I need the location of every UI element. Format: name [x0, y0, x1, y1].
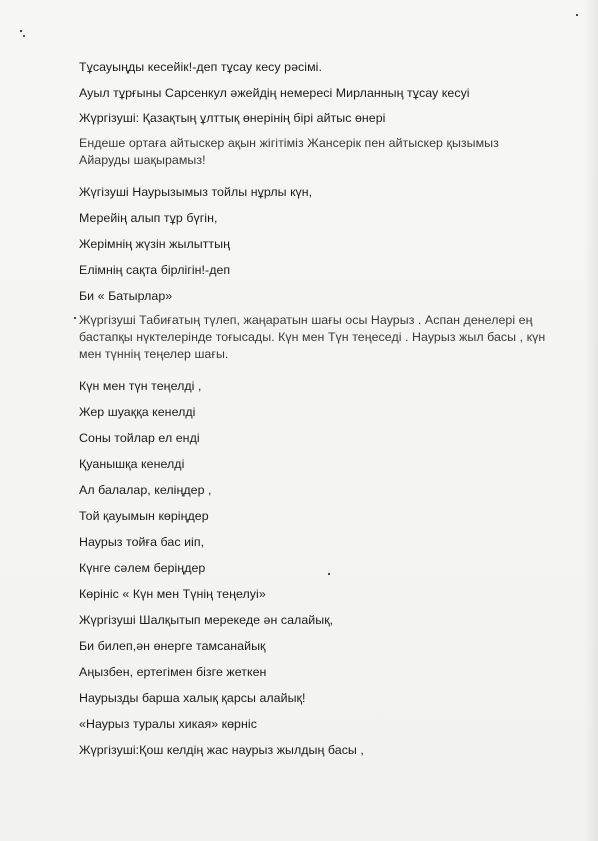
text-line: Соны тойлар ел енді [79, 431, 200, 445]
text-line: Күн мен түн теңелді , [79, 379, 202, 393]
text-line: Той қауымын көріңдер [79, 509, 209, 523]
scan-speck [576, 14, 578, 16]
text-line: Тұсауыңды кесейік!-деп тұсау кесу рәсімі. [79, 60, 322, 74]
text-line: Елімнің сақта бірлігін!-деп [79, 263, 231, 277]
text-line: Жүгізуші Наурызымыз тойлы нұрлы күн, [79, 185, 313, 199]
text-line: Аңызбен, ертегімен бізге жеткен [79, 665, 267, 679]
text-line: Жерімнің жүзін жылыттың [79, 237, 231, 251]
text-line: Би « Батырлар» [79, 289, 173, 303]
text-line: Көрініс « Күн мен Түнің теңелуі» [79, 587, 266, 601]
text-line: Жүргізуші Шалқытып мерекеде ән салайық, [79, 613, 334, 627]
text-paragraph: Ендеше ортаға айтыскер ақын жігітіміз Жансерік пен айтыскер қызымыз Айаруды шақырамыз! [79, 136, 499, 167]
text-line: Мерейің алып тұр бүгін, [79, 211, 218, 225]
text-line: «Наурыз туралы хикая» көрніс [79, 717, 257, 731]
text-line: Би билеп,ән өнерге тамсанайық [79, 639, 266, 653]
scan-speck [74, 317, 76, 319]
text-line: Ал балалар, келіңдер , [79, 483, 212, 497]
text-paragraph: Жүргізуші Табиғатың түлеп, жаңаратын шағы осы Наурыз . Аспан денелері ең бастапқы нүктелерінде тоғысады. Күн мен Түн теңеседі . Наурыз жыл басы , күн мен түннің теңелер шағы. [79, 313, 546, 361]
text-line: Жер шуаққа кенелді [79, 405, 196, 419]
text-line: Наурызды барша халық қарсы алайық! [79, 691, 306, 705]
text-line: Күнге сәлем беріңдер [79, 561, 206, 575]
text-line: Жүргізуші: Қазақтың ұлттық өнерінің бірі айтыс өнері [79, 111, 386, 125]
scan-speck [23, 35, 25, 37]
text-line: Ауыл тұрғыны Сарсенкул әжейдің немересі Мирланның тұсау кесуі [79, 86, 470, 100]
scan-speck [20, 30, 22, 32]
text-line: Қуанышқа кенелді [79, 457, 185, 471]
text-line: Жүргізуші:Қош келдің жас наурыз жылдың басы , [79, 743, 364, 757]
text-line: Наурыз тойға бас иіп, [79, 535, 205, 549]
